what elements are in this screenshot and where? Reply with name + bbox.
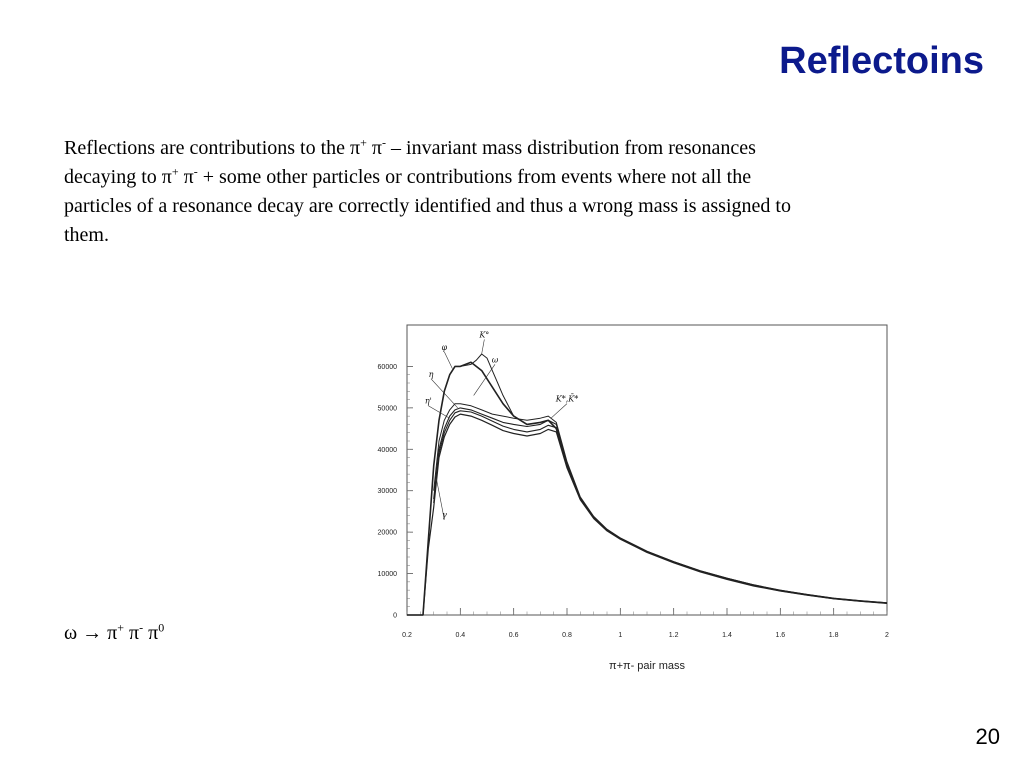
annotation-label: η' <box>424 396 432 406</box>
x-tick-label: 0.4 <box>455 632 466 639</box>
slide-title: Reflectoins <box>779 40 984 82</box>
y-tick-label: 30000 <box>377 488 397 496</box>
x-tick-label: 1 <box>618 632 623 639</box>
y-tick-label: 40000 <box>377 446 397 454</box>
x-tick-label: 1.2 <box>668 632 679 639</box>
y-tick-label: 10000 <box>377 571 397 579</box>
annotation-label: φ <box>441 342 448 352</box>
y-tick-label: 50000 <box>377 405 397 413</box>
x-axis <box>402 608 889 639</box>
paragraph-line-4: them. <box>64 224 109 246</box>
series-line-5 <box>407 414 887 615</box>
x-tick-label: 1.4 <box>722 632 732 639</box>
y-tick-label: 60000 <box>377 363 397 371</box>
paragraph-line-3: particles of a resonance decay are correctly identified and thus a wrong mass is assigned to <box>64 195 791 217</box>
annotation-label: γ <box>441 510 447 520</box>
annotation-leader <box>444 352 452 369</box>
y-tick-label: 0 <box>393 612 397 620</box>
series-line-4 <box>434 411 887 603</box>
series-group <box>407 354 887 615</box>
paragraph-line-2: decaying to π+ π- + some other particles or contributions from events where not all the <box>64 164 752 188</box>
x-tick-label: 1.8 <box>828 632 839 639</box>
mass-distribution-chart <box>350 318 910 678</box>
series-line-0 <box>407 362 887 615</box>
x-tick-label: 0.8 <box>562 632 572 639</box>
annotation-label: ω <box>491 355 499 365</box>
annotation-leader <box>551 404 567 419</box>
x-tick-label: 0.2 <box>402 632 412 639</box>
y-axis <box>378 364 413 620</box>
annotation-leader <box>431 379 458 408</box>
x-tick-label: 1.6 <box>775 632 786 639</box>
x-axis-label: π+π- pair mass <box>608 660 686 672</box>
series-line-2 <box>434 404 887 603</box>
annotation-leader <box>474 364 495 395</box>
y-tick-label: 20000 <box>377 529 397 537</box>
series-line-3 <box>434 408 887 603</box>
x-tick-label: 2 <box>885 632 889 639</box>
annotation-label: η <box>428 369 434 379</box>
page-number: 20 <box>975 724 1000 749</box>
annotation-label: K° <box>479 330 490 340</box>
annotation-label: K*,K̄* <box>555 394 579 404</box>
annotation-leader <box>482 339 485 354</box>
paragraph-line-1: Reflections are contributions to the π+ π- – invariant mass distribution from resonances <box>64 135 756 159</box>
x-tick-label: 0.6 <box>508 632 519 639</box>
decay-equation: ω → π+ π- $\pi^0$ <box>64 620 165 644</box>
body-paragraph <box>64 134 984 250</box>
